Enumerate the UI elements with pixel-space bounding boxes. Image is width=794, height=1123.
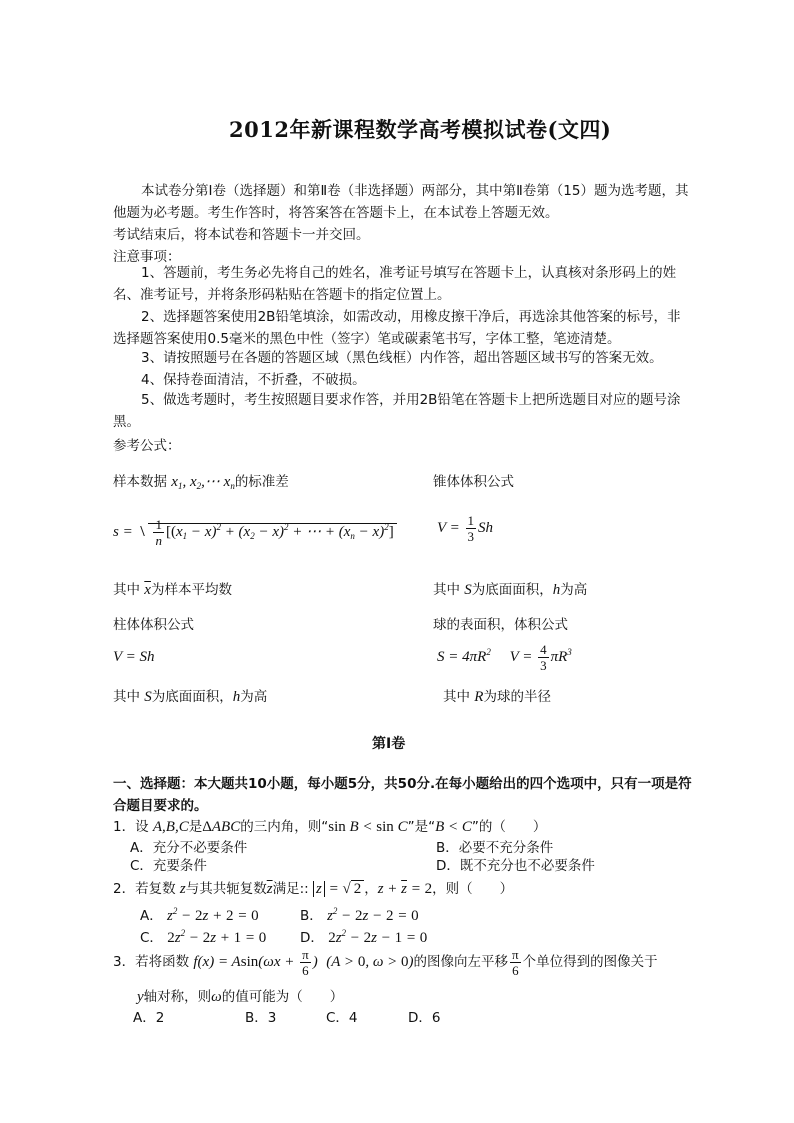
notice-item-2: 2、选择题答案使用2B铅笔填涂，如需改动，用橡皮擦干净后，再选涂其他答案的标号，非选择题答案使用0.5毫米的黑色中性（签字）笔或碳素笔书写，字体工整，笔迹清楚。 (113, 309, 681, 347)
question-2-stem: 2．若复数 z与其共轭复数$\overline{z}$满足:: z = √ 2 ，$z + \overline{z} = 2$，则（ ） (113, 881, 514, 897)
sphere-formula-label: 球的表面积，体积公式 (433, 617, 568, 633)
std-dev-formula: s = $\frac{1}{n}$ [$(x_1 - \overline{x})^2 + (x_2 - \overline{x})^2$ + ⋯ + $(x_n - \overline{x})^2$] (113, 518, 397, 547)
page-title: 2012年新课程数学高考模拟试卷(文四) (229, 117, 612, 142)
question-1-option-d: D．既不充分也不必要条件 (436, 858, 595, 874)
question-2-option-b: B． $z^2 - 2z - 2 = 0$ (300, 906, 419, 924)
notice-item-4: 4、保持卷面清洁，不折叠，不破损。 (141, 372, 366, 388)
reference-formulas-heading: 参考公式： (113, 438, 181, 454)
prism-volume-formula: V = Sh (113, 649, 155, 665)
prism-note: 其中 S为底面面积，h为高 (113, 689, 268, 705)
question-3-option-a: A．2 (133, 1010, 165, 1026)
sphere-formulas: $S = 4\pi R^2$ V = $\frac{4}{3}$ $\pi R^3$ (437, 642, 572, 673)
question-2-option-a: A． $z^2 - 2z + 2 = 0$ (140, 906, 259, 924)
question-1-option-b: B．必要不充分条件 (436, 840, 554, 856)
intro-paragraph: 本试卷分第Ⅰ卷（选择题）和第Ⅱ卷（非选择题）两部分，其中第Ⅱ卷第（15）题为选考题，其他题为必考题。考生作答时，将答案答在答题卡上，在本试卷上答题无效。 (113, 183, 689, 221)
question-3-option-d: D．6 (408, 1010, 441, 1026)
std-dev-label: 样本数据 $x_1$, $x_2,\cdots$ $x_n$的标准差 (113, 474, 289, 491)
sphere-note: 其中 R为球的半径 (443, 689, 551, 705)
notice-heading: 注意事项： (113, 249, 181, 265)
cone-volume-label: 锥体体积公式 (433, 474, 514, 490)
sample-mean-note: 其中 $\overline{x}$为样本平均数 (113, 582, 232, 598)
question-3-option-b: B．3 (245, 1010, 277, 1026)
question-1-stem: 1．设 A,B,C是ΔABC的三内角，则“sin B < sin C”是“B < C”的（ ） (113, 819, 547, 835)
question-2-option-d: D． $2z^2 - 2z - 1 = 0$ (300, 928, 428, 946)
sample-data-expression: $x_1$, $x_2,\cdots$ $x_n$ (171, 474, 235, 491)
question-2-option-c: C． $2z^2 - 2z + 1 = 0$ (140, 928, 267, 946)
question-3-stem-line-1: 3．若将函数 f(x) = Asin(ωx + $\frac{\pi}{6}$ ) (A > 0, ω > 0)的图像向左平移 $\frac{\pi}{6}$ 个单位得到的图像关于 (113, 947, 658, 978)
question-3-stem-line-2: y轴对称，则ω的值可能为（ ） (137, 989, 344, 1005)
question-1-option-c: C．充要条件 (130, 858, 207, 874)
section-heading: 一、选择题：本大题共10小题，每小题5分，共50分.在每小题给出的四个选项中，只有一项是符合题目要求的。 (113, 776, 692, 814)
notice-item-3: 3、请按照题号在各题的答题区域（黑色线框）内作答，超出答题区域书写的答案无效。 (141, 350, 663, 366)
cone-note: 其中 S为底面面积，h为高 (433, 582, 588, 598)
notice-item-1: 1、答题前，考生务必先将自己的姓名，准考证号填写在答题卡上，认真核对条形码上的姓名、准考证号，并将条形码粘贴在答题卡的指定位置上。 (113, 265, 677, 303)
prism-volume-label: 柱体体积公式 (113, 617, 194, 633)
cone-volume-formula: V = $\frac{1}{3}$ Sh (437, 513, 494, 544)
question-3-option-c: C．4 (326, 1010, 358, 1026)
notice-item-5: 5、做选考题时，考生按照题目要求作答，并用2B铅笔在答题卡上把所选题目对应的题号涂黑。 (113, 392, 681, 430)
section-title: 第Ⅰ卷 (372, 736, 406, 752)
question-1-option-a: A．充分不必要条件 (130, 840, 248, 856)
intro-closing: 考试结束后，将本试卷和答题卡一并交回。 (113, 227, 370, 243)
